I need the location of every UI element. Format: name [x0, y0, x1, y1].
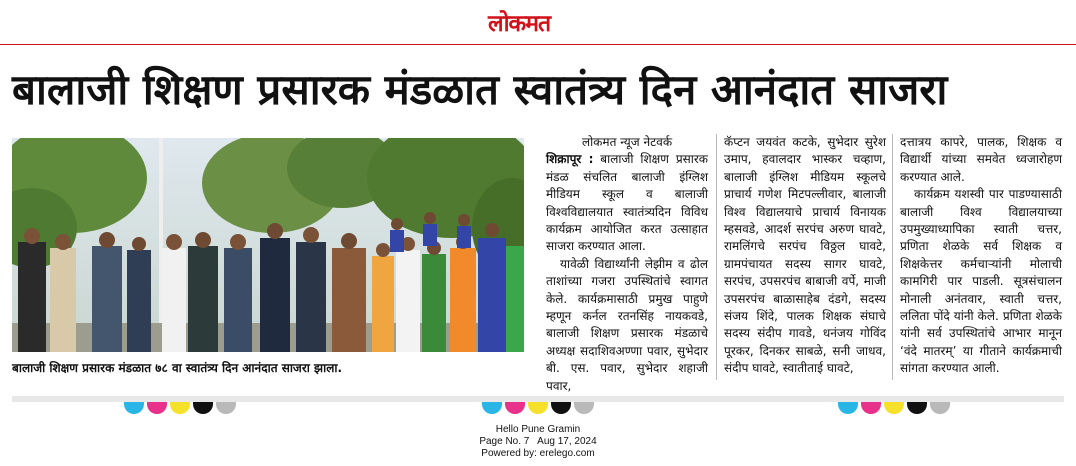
paragraph: दत्तात्रय कापरे, पालक, शिक्षक व विद्यार्थी यांच्या समवेत ध्वजारोहण करण्यात आले. — [900, 135, 1062, 184]
page-number-date: Page No. 7 Aug 17, 2024 — [479, 436, 597, 447]
paragraph: कॅप्टन जयवंत कटके, सुभेदार सुरेश उमाप, हवालदार भास्कर चव्हाण, बालाजी इंग्लिश मीडियम स्कूलचे प्राचार्य गणेश मिटपल्लीवार, बालाजी विश्व विद्यालयाचे प्राचार्य विनायक म्हसवडे, आदर्श सरपंच अरुण घावटे, रामलिंगचे सरपंच विठ्ठल घावटे, ग्रामपंचायत सदस्य सागर घावटे, सरपंच, उपसरपंच बाबाजी वर्पे, माजी उपसरपंच बाळासाहेब दंडगे, सदस्य संजय शिंदे, पालक शिक्षक संघाचे सदस्य संदीप गावडे, धनंजय गोविंद पूरकर, दिनकर साबळे, सनी जाधव, संदीप घावटे, स्वातीताई घावटे, — [724, 135, 886, 376]
masthead — [0, 0, 1076, 44]
paragraph-text: बालाजी शिक्षण प्रसारक मंडळ संचलित बालाजी इंग्लिश मीडियम स्कूल व बालाजी विश्वविद्यालयात स्वातंत्र्यदिन विविध कार्यक्रम आयोजित करत उत्साहात साजरा करण्यात आला. — [546, 152, 708, 254]
registration-dot — [574, 402, 594, 414]
registration-dot — [930, 402, 950, 414]
registration-dot — [907, 402, 927, 414]
registration-dot — [482, 402, 502, 414]
registration-dot — [861, 402, 881, 414]
dateline: शिक्रापूर : — [546, 152, 594, 167]
registration-marks — [838, 402, 950, 414]
article-column-3 — [900, 134, 1062, 378]
registration-dot — [170, 402, 190, 414]
masthead-rule — [0, 44, 1076, 45]
flag-hoisting-photo — [12, 138, 524, 352]
registration-dot — [124, 402, 144, 414]
registration-dot — [505, 402, 525, 414]
byline: लोकमत न्यूज नेटवर्क — [581, 135, 673, 149]
column-divider — [716, 134, 717, 380]
registration-dot — [551, 402, 571, 414]
article-photo — [12, 138, 524, 352]
newspaper-logo: लोकमत — [488, 11, 551, 37]
edition-name: Hello Pune Gramin — [495, 424, 581, 435]
photo-caption: बालाजी शिक्षण प्रसारक मंडळात ७८ वा स्वातंत्र्य दिन आनंदात साजरा झाला. — [12, 361, 343, 375]
registration-dot — [884, 402, 904, 414]
powered-by: Powered by: erelego.com — [481, 448, 595, 459]
registration-dot — [147, 402, 167, 414]
registration-marks — [124, 402, 236, 414]
article-column-2 — [724, 134, 886, 378]
paragraph — [546, 151, 708, 255]
article-headline: बालाजी शिक्षण प्रसारक मंडळात स्वातंत्र्य दिन आनंदात साजरा — [12, 65, 948, 114]
article-column-1 — [546, 134, 708, 395]
registration-dot — [216, 402, 236, 414]
registration-dot — [528, 402, 548, 414]
paragraph: यावेळी विद्यार्थ्यांनी लेझीम व ढोल ताशांच्या गजरा उपस्थितांचे स्वागत केले. कार्यक्रमासाठी प्रमुख पाहुणे म्हणून कर्नल रतनसिंह नायकवडे, बालाजी शिक्षण प्रसारक मंडळाचे अध्यक्ष सदाशिवअण्णा पवार, सुभेदार बी. एस. पवार, सुभेदार शहाजी पवार, — [546, 256, 708, 393]
page-footer — [0, 424, 1076, 460]
registration-dot — [838, 402, 858, 414]
registration-marks — [482, 402, 594, 414]
column-divider — [892, 134, 893, 380]
paragraph: कार्यक्रम यशस्वी पार पाडण्यासाठी बालाजी विश्व विद्यालयाच्या उपमुख्याध्यापिका स्वाती चत्तर, प्रणिता शेळके सर्व शिक्षक व शिक्षकेत्तर कर्मचाऱ्यांनी मोलाची कामगिरी पार पाडली. सूत्रसंचालन मोनाली अनंतवार, स्वाती चत्तर, ललिता पोंदे यांनी केले. प्रणिता शेळके यांनी सर्व उपस्थितांचे आभार मानून ‘वंदे मातरम्’ या गीताने कार्यक्रमाची सांगता करण्यात आली. — [900, 187, 1062, 376]
registration-dot — [193, 402, 213, 414]
